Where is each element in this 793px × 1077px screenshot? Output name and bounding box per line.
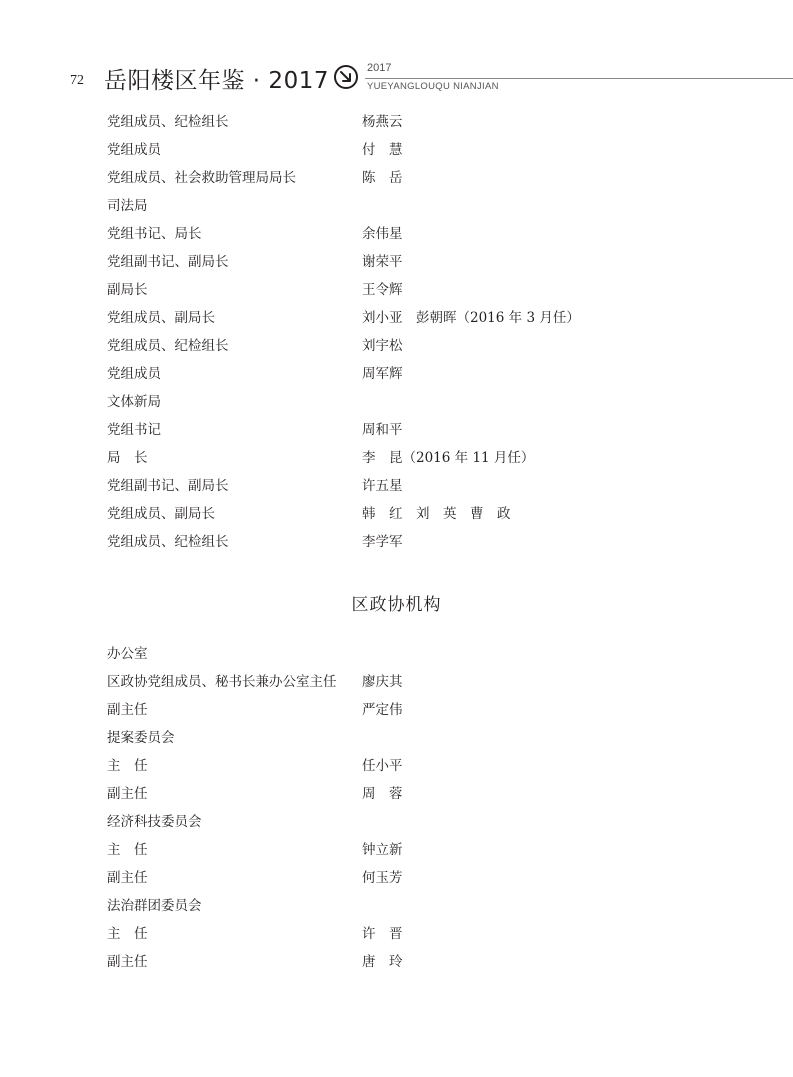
directory-row <box>107 167 707 189</box>
person-names: 唐 玲 <box>362 954 403 970</box>
position-title: 党组成员、纪检组长 <box>107 338 229 354</box>
directory-row <box>107 699 707 721</box>
directory-row <box>107 867 707 889</box>
person-names: 陈 岳 <box>362 170 403 186</box>
person-names: 付 慧 <box>362 142 403 158</box>
position-title: 党组成员、副局长 <box>107 506 215 522</box>
position-title: 副主任 <box>107 870 148 886</box>
directory-row <box>107 363 707 385</box>
department-heading: 文体新局 <box>107 394 161 410</box>
position-title: 党组副书记、副局长 <box>107 254 229 270</box>
position-title: 党组成员、纪检组长 <box>107 114 229 130</box>
directory-row <box>107 139 707 161</box>
person-names: 杨燕云 <box>362 114 403 130</box>
directory-row <box>107 223 707 245</box>
person-names: 钟立新 <box>362 842 403 858</box>
directory-row <box>107 839 707 861</box>
person-names: 许五星 <box>362 478 403 494</box>
header-pinyin: YUEYANGLOUQU NIANJIAN <box>367 81 499 92</box>
header-year: 2017 <box>367 62 392 74</box>
position-title: 主 任 <box>107 926 148 942</box>
directory-row <box>107 111 707 133</box>
person-names: 李学军 <box>362 534 403 550</box>
person-names: 何玉芳 <box>362 870 403 886</box>
directory-row <box>107 671 707 693</box>
position-title: 党组书记 <box>107 422 161 438</box>
department-heading: 法治群团委员会 <box>107 898 202 914</box>
person-names: 余伟星 <box>362 226 403 242</box>
directory-row <box>107 447 707 469</box>
department-heading: 司法局 <box>107 198 148 214</box>
position-title: 副主任 <box>107 954 148 970</box>
person-names: 李 昆（2016 年 11 月任） <box>362 450 535 466</box>
person-names: 刘小亚 彭朝晖（2016 年 3 月任） <box>362 310 580 326</box>
person-names: 韩 红 刘 英 曹 政 <box>362 506 511 522</box>
directory-row <box>107 335 707 357</box>
position-title: 副局长 <box>107 282 148 298</box>
position-title: 党组成员、副局长 <box>107 310 215 326</box>
department-heading: 经济科技委员会 <box>107 814 202 830</box>
position-title: 副主任 <box>107 786 148 802</box>
book-title: 岳阳楼区年鉴 · 2017 <box>104 68 329 94</box>
position-title: 党组成员、社会救助管理局局长 <box>107 170 296 186</box>
position-title: 副主任 <box>107 702 148 718</box>
position-title: 主 任 <box>107 758 148 774</box>
directory-row <box>107 503 707 525</box>
position-title: 党组成员 <box>107 142 161 158</box>
position-title: 党组成员 <box>107 366 161 382</box>
person-names: 严定伟 <box>362 702 403 718</box>
directory-row <box>107 923 707 945</box>
directory-row <box>107 755 707 777</box>
directory-row <box>107 419 707 441</box>
directory-row <box>107 279 707 301</box>
arrow-circle-icon <box>333 64 359 90</box>
directory-row <box>107 783 707 805</box>
department-heading: 办公室 <box>107 646 148 662</box>
directory-row <box>107 531 707 553</box>
page-number: 72 <box>70 73 84 88</box>
department-heading: 提案委员会 <box>107 730 175 746</box>
directory-row <box>107 251 707 273</box>
person-names: 许 晋 <box>362 926 403 942</box>
position-title: 主 任 <box>107 842 148 858</box>
position-title: 党组书记、局长 <box>107 226 202 242</box>
directory-row <box>107 475 707 497</box>
position-title: 党组副书记、副局长 <box>107 478 229 494</box>
directory-row <box>107 951 707 973</box>
page-header <box>0 0 793 100</box>
person-names: 刘宇松 <box>362 338 403 354</box>
person-names: 谢荣平 <box>362 254 403 270</box>
person-names: 周军辉 <box>362 366 403 382</box>
person-names: 周和平 <box>362 422 403 438</box>
person-names: 周 蓉 <box>362 786 403 802</box>
position-title: 区政协党组成员、秘书长兼办公室主任 <box>107 674 337 690</box>
directory-row <box>107 307 707 329</box>
header-rule <box>365 78 793 79</box>
person-names: 廖庆其 <box>362 674 403 690</box>
person-names: 王令辉 <box>362 282 403 298</box>
person-names: 任小平 <box>362 758 403 774</box>
position-title: 党组成员、纪检组长 <box>107 534 229 550</box>
section-title: 区政协机构 <box>351 595 442 615</box>
position-title: 局 长 <box>107 450 148 466</box>
